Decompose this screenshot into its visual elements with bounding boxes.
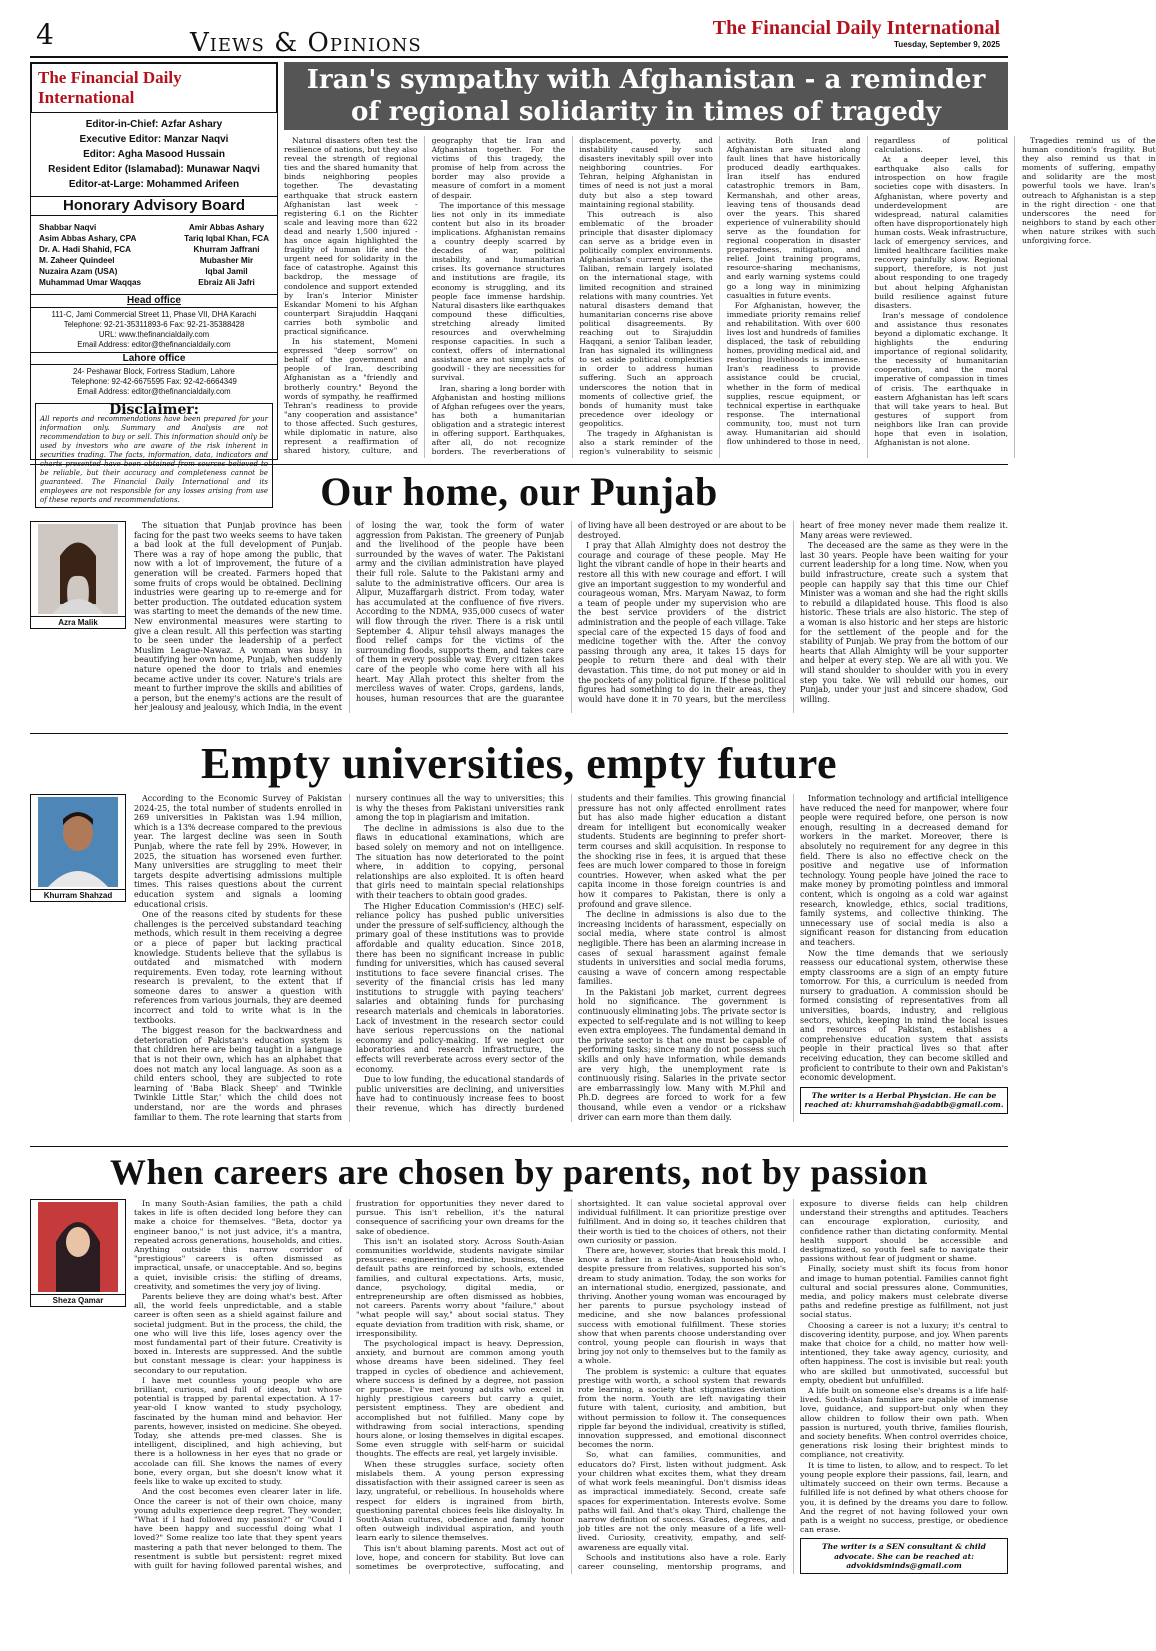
address-line: Email Address: editor@thefinancialdaily.com [77,387,231,397]
head-office-title: Head office [31,294,277,308]
paragraph: Parents believe they are doing what's best. After all, the world feels unpredictable, and a stable career is often seen as a shield against failure and societal judgment. But in the process, the child, the one who will live this life, loses agency over the most fundamental part of their future. Creativity is boxed in. Interests are suppressed. And the subtle but constant message is clear: your happiness is secondary to our reputation. [134,1292,342,1375]
board-member: Dr. A. Hadi Shahid, FCA [39,244,132,254]
author-photo [31,1200,125,1294]
paragraph: The deceased are the same as they were in the last 30 years. People have been waiting for your current leadership for a long time. Now, when you build infrastructure, create such a system that people can happily say that this time our Chief Minister was a woman and she had the right skills to rebuild a dilapidated house. This flood is also historic. These trials are also historic. The step of a woman is also historic and her steps are historic for the settlement of the people and for the stability of Punjab. We pray from the bottom of our hearts that Allah Almighty will be your supporter and helper at every step. We are all with you. We will stand shoulder to shoulder with you in every step you take. We will rebuild our homes, our Punjab, under your just and sincere shadow, God willing. [800,541,1008,704]
author-name: Sheza Qamar [31,1294,125,1306]
author-name: Khurram Shahzad [31,889,125,901]
paragraph: I pray that Allah Almighty does not destroy the courage and courage of these people. May He light the vibrant candle of hope in their hearts and restore all this with new courage and effort. I will give an important suggestion to my wonderful and courageous woman, Mrs. Maryam Nawaz, to form a team of people under my supervision who are the best service providers of the district administration and the people of each village. Take special care of the expected 15 days of food and medicine together with the. After the convoy passing through any area, it takes 15 days for people to return there and deal with their devastation. This time, do not put money or aid in the pockets of any political figure. If these political figures had something to do in their areas, they would have done it in 70 years, but the merciless heart of free money never made them realize it. Many areas were reviewed. [578,521,1008,704]
paragraph: This outreach is also emblematic of the broader principle that disaster diplomacy can serve as a bridge even in politically complex environments. Afghanistan's current rulers, the Taliban, remain largely isolated on the international stage, with limited recognition and strained relations with many countries. Yet natural disasters demand that humanitarian concerns rise above political disagreements. By reaching out to Sirajuddin Haqqani, a senior Taliban leader, Iran has signaled its willingness to set aside political complexities in order to address human suffering. Such an approach underscores the notion that in moments of collective grief, the bonds of humanity must take precedence over ideology or geopolitics. [579,209,713,428]
masthead [30,12,1008,58]
paragraph: In many South-Asian families, the path a child takes in life is often decided long before they can make a choice for themselves. "Beta, doctor ya engineer banoo," is not just advice, it's a mantra, repeated across generations, households, and cities. Anything outside this narrow corridor of "prestigious" careers is often dismissed as impractical, unsafe, or unacceptable. And so, begins a quiet, invisible crisis: the stifling of dreams, creativity, and sometimes the very joy of living. [134,1199,342,1291]
editor-line: Editor: Agha Masood Hussain [83,149,225,161]
paragraph: It is time to listen, to allow, and to respect. To let young people explore their passions, fail, learn, and ultimately succeed on their own terms. Because a fulfilled life is not defined by what others choose for you, it is defined by the dreams you dare to follow. And the regret of not having followed your own path is a weight no success, prestige, or obedience can erase. [800,1460,1008,1535]
paragraph: Schools and institutions also have a role. Early career counseling, mentorship programs, and exposure to diverse fields can help children understand their strengths and aptitudes. Teachers can encourage exploration, curiosity, and confidence rather than dictating conformity. Mental health support should be accessible and destigmatized, so youth feel safe to navigate their passions without fear of judgment or shame. [578,1199,1008,1571]
punjab-article [30,469,1008,729]
paragraph: The biggest reason for the backwardness and deterioration of Pakistan's education system is that children here are being taught in a language that is not their own, which has an alphabet that does not match any local language. As soon as a child enters school, they are subjected to rote learning of 'Baba Black Sheep' and 'Twinkle Twinkle Little Star,' which the child does not understand, nor are the words and phrases familiar to them. The rote learning that starts from nursery continues all the way to universities; this is why the theses from Pakistani universities rank among the top in plagiarism and imitation. [134,794,564,1122]
author-photo-box [30,1199,126,1307]
editor-line: Editor-in-Chief: Azfar Ashary [85,119,223,131]
paragraph: Now the time demands that we seriously reassess our educational system, otherwise these empty classrooms are a sign of an empty future tomorrow. For this, a curriculum is needed from nursery to graduation. A commission should be formed consisting of representatives from all universities, boards, industry, and religious sectors, which, keeping in mind the local issues and resources of Pakistan, establishes a comprehensive education system that assists people in their practical lives so that after receiving education, they can become skilled and proficient to contribute to their own and Pakistan's economic development. [800,948,1008,1083]
divider [30,1146,1008,1147]
iran-headline: Iran's sympathy with Afghanistan - a reminder of regional solidarity in times of tragedy [284,62,1008,130]
paragraph: The Higher Education Commission's (HEC) self-reliance policy has pushed public universities under the pressure of self-sufficiency, although the primary goal of these institutions was to provide affordable and quality education. Since 2018, there has been no significant increase in public funding for universities, which has caused several institutions to face severe financial crises. The severity of the financial crisis has led many institutions to struggle with paying teachers' salaries and obtaining funds for purchasing research materials and chemicals in laboratories. Lack of investment in the research sector could have serious repercussions on the national economy and policy-making. If we neglect our laboratories and research infrastructure, the effects will reverberate across every sector of the economy. [356,901,564,1074]
address-line: Email Address: editor@thefinancialdaily.com [77,339,231,349]
editorial-brand: The Financial Daily International [31,63,277,113]
careers-headline: When careers are chosen by parents, not by passion [109,1152,929,1192]
paragraph: When these struggles surface, society often mislabels them. A young person expressing dissatisfaction with their assigned career is seen as lazy, ungrateful, or rebellious. In households where respect for elders is ingrained from birth, questioning parental choices feels like disloyalty. In South-Asian cultures, obedience and family honor often outweigh individual aspiration, and youth learn early to silence themselves. [356,1459,564,1543]
paragraph: The problem is systemic: a culture that equates prestige with worth, a school system that rewards rote learning, a society that stigmatizes deviation from the norm. Youth are left navigating their future with talent, curiosity, and ambition, but without permission to follow it. The consequences ripple far beyond the individual, creativity is stifled, innovation suppressed, and emotional disconnect becomes the norm. [578,1366,786,1450]
paragraph: The decline in admissions is also due to the increasing incidents of harassment, especially on social media, where state control is almost negligible. There has been an alarming increase in cases of sexual harassment against female students in universities and social media forums, causing a wave of concern among respectable families. [578,910,786,987]
paragraph: This isn't about blaming parents. Most act out of love, hope, and concern for stability. But love can sometimes be overprotective, suffocating, and shortsighted. It can value societal approval over individual fulfillment. It can prioritize prestige over fulfillment. And in doing so, it teaches children that their worth is tied to the choices of others, not their own curiosity or passion. [356,1199,786,1571]
address-line: URL: www.thefinancialdaily.com [98,329,210,339]
paragraph: This isn't an isolated story. Across South-Asian communities worldwide, students navigate similar pressures: engineering, medicine, business, these default paths are reinforced by schools, extended families, and cultural expectations. Arts, music, dance, psychology, digital media, or entrepreneurship are often dismissed as hobbies, not careers. Parents worry about "failure," about "what people will say," about social status. They equate deviation from tradition with risk, shame, or irresponsibility. [356,1236,564,1338]
punjab-headline: Our home, our Punjab [320,469,718,514]
lahore-office-title: Lahore office [31,352,277,366]
paragraph: For Afghanistan, however, the immediate priority remains relief and rehabilitation. With over 600 lives lost and hundreds of families displaced, the task of rebuilding homes, providing medical aid, and restoring livelihoods is immense. Iran's readiness to provide assistance could be crucial, whether in the form of medical supplies, rescue equipment, or technical expertise in earthquake response. The international community, too, must not turn away. Humanitarian aid should flow unhindered to those in need, regardless of political calculations. [726,136,1008,447]
disclaimer-text: All reports and recommendations have been prepared for your information only. Summary and Analysis are not recommendation to buy or sell. This information should only be used by investors who are aware of the risk inherent in securities trading. The facts, information, data, indicators and charts presented have been obtained from sources believed to be reliable, but their accuracy and completeness cannot be guaranteed. The Financial Daily International and its employees are not responsible for any losses arising from use of these reports and recommendations. [40,415,268,505]
address-line: Telephone: 92-42-6675595 Fax: 92-42-6664349 [71,377,237,387]
address-line: 111-C, Jami Commercial Street 11, Phase VII, DHA Karachi [51,309,257,319]
address-line: Telephone: 92-21-35311893-6 Fax: 92-21-35388428 [63,319,245,329]
paragraph: Natural disasters often test the resilience of nations, but they also reveal the strength of regional ties and the shared humanity that binds neighboring peoples together. The devastating earthquake that struck eastern Afghanistan last week - registering 6.1 on the Richter scale and leaving more than 622 dead and nearly 1,500 injured - has once again highlighted the fragility of human life and the urgent need for solidarity in the face of catastrophe. Against this backdrop, the message of condolence and support extended by Iran's Interior Minister Eskandar Momeni to his Afghan counterpart Sirajuddin Haqqani carries both symbolic and practical significance. [284,136,418,336]
board-left-column [39,222,141,288]
board-member: Ebraiz Ali Jafri [198,277,255,287]
paragraph: A life built on someone else's dreams is a life half-lived. South-Asian families are capable of immense love, guidance, and support-but only when they allow children to follow their own path. When passion is nurtured, youth thrive, families flourish, and society benefits. When control overrides choice, generations risk losing their brightest minds to compliance, not creativity. [800,1386,1008,1460]
paragraph: The tragedy in Afghanistan is also a stark reminder of the region's vulnerability to seismic activity. Both Iran and Afghanistan are situated along fault lines that have historically produced deadly earthquakes. Iran itself has endured catastrophic tremors in Bam, Kermanshah, and other areas, leaving tens of thousands dead over the years. This shared experience of vulnerability should serve as the foundation for regional cooperation in disaster preparedness, mitigation, and relief. Joint training programs, resource-sharing mechanisms, and early warning systems could go a long way in minimizing casualties in future events. [579,136,861,457]
paragraph: At a deeper level, this earthquake also calls for introspection on how fragile societies cope with disasters. In Afghanistan, where poverty and underdevelopment are widespread, natural calamities often have disproportionately high human costs. Weak infrastructure, lack of emergency services, and limited healthcare facilities make recovery painfully slow. Regional support, therefore, is not just about responding to one tragedy but about helping Afghanistan build resilience against future disasters. [874,155,1008,310]
universities-article [30,738,1008,1142]
brand-logo: The Financial Daily International [712,17,1000,39]
editor-line: Executive Editor: Manzar Naqvi [79,134,229,146]
paragraph: Iran, sharing a long border with Afghanistan and hosting millions of Afghan refugees over the years, has both a humanitarian obligation and a strategic interest in offering support. Earthquakes, after all, do not recognize borders. The reverberations of displacement, poverty, and instability caused by such disasters inevitably spill over into neighboring countries. For Tehran, helping Afghanistan in times of need is not just a moral duty but also a step toward maintaining regional stability. [431,136,713,457]
paragraph: According to the Economic Survey of Pakistan 2024-25, the total number of students enrolled in 269 universities in Pakistan was 1.94 million, which is a 13% decrease compared to the previous year. The largest decline was seen in South Punjab, where the rate fell by 29%. However, in 2025, the situation has worsened even further. Many universities are struggling to meet their targets despite advertising admissions multiple times. This raises questions about the current education system and signals a looming educational crisis. [134,794,342,909]
page-number: 4 [36,18,54,51]
paragraph: The situation that Punjab province has been facing for the past two weeks seems to have taken a bad look at the full development of Punjab. There was a ray of hope among the public, that now with a lot of improvement, the future of a generation will be created. Farmers hoped that some fruits of crops would be obtained. Declining industries were gearing up to re-emerge and for better production. The outdated education system was starting to meet the demands of the new time. New environmental measures were starting to give a clean result. All this perfection was starting to be seen under the leadership of a perfect Muslim League-Nawaz. A woman was busy in beautifying her own home, Punjab, when suddenly nature opened the door to trials and enemies became active under its cover. Nature's trials are meant to further improve the skills and abilities of a person, but the enemy's actions are the result of her jealousy and jealousy, which India, in the event of losing the war, took the form of water aggression from Pakistan. The greenery of Punjab and the livelihood of the people have been surrounded by the waves of water. The Pakistani army and the civilian administration have played their full role. Salute to the Pakistani army and salute to the administrative officers. Our area is Alipur, Muzaffargarh district. From today, water has accumulated at the confluence of five rivers. According to the NDMA, 935,000 cusecs of water will flow through the river. There is a risk until September 4. Alipur tehsil always manages the flood relief camps for the victims of the surrounding floods, supports them, and takes care of them in every possible way. Every citizen takes care of the people who come here with all his heart. May Allah protect this shelter from the merciless waves of water. Crops, gardens, lands, houses, human resources that are the guarantee of living have all been destroyed or are about to be destroyed. [134,521,786,713]
paragraph: The psychological impact is heavy. Depression, anxiety, and burnout are common among youth whose dreams have been sidelined. They feel trapped in cycles of obedience and achievement, where success is defined by a degree, not passion or purpose. I've met young adults who excel in highly prestigious careers but carry a quiet, persistent emptiness. They are obedient and accomplished but not fulfilled. Many cope by withdrawing from social interactions, spending hours alone, or losing themselves in digital escapes. Some even struggle with self-harm or suicidal thoughts. The effects are real, yet largely invisible. [356,1339,564,1459]
iran-article [284,62,1156,460]
author-note: The writer is a SEN consultant & child advocate. She can be reached at: advokidsminds@gmail.com [800,1538,1008,1574]
board-member: Amir Abbas Ashary [188,222,265,232]
paragraph: Tragedies remind us of the human condition's fragility. But they also remind us that in moments of suffering, empathy and solidarity are the most powerful tools we have. Iran's outreach to Afghanistan is a step in the right direction - one that underscores the need for neighbors to stand by each other when nature strikes with such unforgiving force. [1021,136,1156,246]
careers-article [30,1151,1008,1607]
disclaimer-title: Disclaimer: [109,402,199,419]
board-member: Asim Abbas Ashary, CPA [39,233,137,243]
board-right-column [184,222,269,288]
head-office-address [31,308,277,352]
advisory-board-title: Honorary Advisory Board [31,196,277,216]
board-member: Tariq Iqbal Khan, FCA [184,233,269,243]
paragraph: And the cost becomes even clearer later in life. Once the career is not of their own choice, many young adults experience deep regret. They wonder, "What if I had followed my passion?" or "Could I have been happy and successful doing what I loved?" Some realize too late that they spent years mastering a path that never belonged to them. The resentment is subtle but persistent: regret mixed with guilt for having followed parental wishes, and frustration for opportunities they never dared to pursue. This isn't rebellion, it's the natural consequence of sacrificing your own dreams for the sake of obedience. [134,1199,564,1570]
paragraph: One of the reasons cited by students for these challenges is the perceived substandard teaching methods, which result in them receiving a degree or a piece of paper but lacking practical knowledge. Students believe that the syllabus is outdated and mismatched with modern requirements. Even today, rote learning without research is prevalent, to the extent that if someone dares to answer a question with references from various journals, they are deemed incorrect and told to write what is in the textbooks. [134,910,342,1025]
advisory-board-names [31,220,277,290]
iran-body [284,136,1156,458]
universities-headline: Empty universities, empty future [200,739,838,788]
board-member: M. Zaheer Quindeel [39,255,115,265]
board-member: Mubasher Mir [199,255,254,265]
paragraph: Information technology and artificial intelligence have reduced the need for manpower, where four people were required before, one person is now enough, resulting in a decreased demand for workers in the market. Moreover, there is absolutely no requirement for any degree in this field. There is also no effective check on the positive and negative use of information technology. Young people have joined the race to make money by promoting pointless and immoral content, which is ongoing as a cold war against research, knowledge, ethics, social traditions, family systems, and collective thinking. The unnecessary use of social media is also a significant reason for distancing from education and teachers. [800,794,1008,947]
punjab-body [134,521,1008,713]
universities-body [134,794,1008,1122]
address-line: 24- Peshawar Block, Fortress Stadium, Lahore [73,367,235,377]
editor-line: Editor-at-Large: Mohammed Arifeen [68,179,240,191]
paragraph: So, what can families, communities, and educators do? First, listen without judgment. Ask your children what excites them, what they dream of what work feels meaningful. Don't dismiss ideas as impractical immediately. Second, create safe spaces for experimentation. Interests evolve. Some paths will fail. And that's okay. Third, challenge the narrow definition of success. Grades, degrees, and job titles are not the only measure of a life well-lived. Curiosity, creativity, empathy, and self-awareness are equally vital. [578,1450,786,1552]
board-member: Muhammad Umar Waqqas [39,277,142,287]
editorial-board-box [30,62,278,505]
paragraph: The decline in admissions is also due to the flaws in educational examinations, which are based solely on memory and not on intelligence. The situation has now deteriorated to the point where, in addition to copying, personal relationships are also exploited. It is often heard that girls need to maintain special relationships with their teachers to obtain good grades. [356,823,564,900]
paragraph: Choosing a career is not a luxury; it's central to discovering identity, purpose, and joy. When parents make that choice for a child, no matter how well-intentioned, they take away agency, curiosity, and often happiness. The cost is invisible but real: youth who are skilled but unmotivated, successful but empty, obedient but unfulfilled. [800,1320,1008,1385]
board-member: Nuzaira Azam (USA) [39,266,118,276]
board-member: Iqbal Jamil [205,266,248,276]
paragraph: I have met countless young people who are brilliant, curious, and full of ideas, but whose potential is trapped by parental expectation. A 17-year-old I know wanted to study psychology, fascinated by the human mind and behavior. Her parents, however, insisted on medicine. She obeyed. Today, she attends pre-med classes. She is intelligent, disciplined, and high achieving, but there is a hollowness in her eyes that no grade or accolade can fill. She knows the names of every bone, every organ, but she doesn't know what it feels like to wake up excited to study. [134,1375,342,1487]
careers-body [134,1199,1008,1574]
board-member: Shabbar Naqvi [39,222,97,232]
paragraph: Finally, society must shift its focus from honor and image to human potential. Families cannot fight cultural and social pressures alone. Communities, media, and policy makers must celebrate diverse paths and redefine prestige as fulfillment, not just social status. [800,1264,1008,1320]
author-photo [31,795,125,889]
board-member: Khurram Jaffrani [193,244,260,254]
divider [30,733,1008,734]
author-photo-box [30,521,126,629]
lahore-office-address [31,365,277,399]
paragraph: The importance of this message lies not only in its immediate content but also in its broader implications. Afghanistan remains a country deeply scarred by decades of war, political instability, and humanitarian crises. Its governance structures and institutions are fragile, its economy is struggling, and its people face immense hardship. Natural disasters like earthquakes compound these difficulties, stretching already limited resources and overwhelming response capacities. In such a context, offers of international assistance are not simply acts of goodwill - they are necessities for survival. [431,200,566,383]
paragraph: Due to low funding, the educational standards of public universities are declining, and universities have had to continuously increase fees to boost their revenue, which has directly burdened students and their families. This growing financial pressure has not only affected enrollment rates but has also made higher education a distant dream for intelligent but economically weaker students. Students are beginning to prefer short-term courses and skill acquisition. In response to the shocking rise in fees, it is argued that these fees are much lower compared to those in foreign countries. However, when asked what the per capita income in those foreign countries is and how it compares to Pakistan, there is only a profound and grave silence. [356,794,786,1113]
paragraph: In the Pakistani job market, current degrees hold no significance. The government is continuously eliminating jobs. The private sector is expected to self-regulate and is not willing to keep even extra employees. The fundamental demand in the private sector is that one must be capable of performing tasks; since many do not possess such skills and only have information, while demands are very high, the unemployment rate is continuously rising. Salaries in the private sector are embarrassingly low. Many with M.Phil and Ph.D. degrees are forced to work for a few thousand, while even a vendor or a rickshaw driver can earn more than them daily. [578,987,786,1122]
paragraph: There are, however, stories that break this mold. I know a father in a South-Asian household who, despite pressure from relatives, supported his son's dream to study animation. Today, the son works for an international studio, energized, passionate, and thriving. Another young woman was encouraged by her parents to pursue psychology instead of medicine, and she now balances professional success with emotional fulfillment. These stories show that when parents choose understanding over control, young people can flourish in ways that bring joy not only to themselves but to the family as a whole. [578,1246,786,1366]
issue-date: Tuesday, September 9, 2025 [894,40,1000,49]
editor-line: Resident Editor (Islamabad): Munawar Naqvi [48,164,260,176]
author-note: The writer is a Herbal Physician. He can be reached at: khurramshah@adabib@gmail.com. [800,1087,1008,1114]
editor-list [31,113,277,192]
author-name: Azra Malik [31,616,125,628]
paragraph: In his statement, Momeni expressed "deep sorrow" on behalf of the government and people of Iran, describing Afghanistan as a "friendly and brotherly country." Beyond the words of sympathy, he reaffirmed Tehran's readiness to provide "any cooperation and assistance" to those affected. Such gestures, while diplomatic in nature, also represent a reaffirmation of shared history, culture, and geography that tie Iran and Afghanistan together. For the victims of this tragedy, the promise of help from across the border may also provide a measure of comfort in a moment of despair. [284,136,566,456]
section-title: Views & Opinions [190,28,422,58]
paragraph: Iran's message of condolence and assistance thus resonates beyond a diplomatic exchange. It highlights the enduring importance of regional solidarity, the necessity of humanitarian cooperation, and the moral imperative of compassion in times of crisis. The earthquake in eastern Afghanistan has left scars that will take years to heal. But gestures of support from neighbors like Iran can provide hope that even in isolation, Afghanistan is not alone. [874,310,1008,448]
author-photo [31,522,125,616]
author-photo-box [30,794,126,902]
